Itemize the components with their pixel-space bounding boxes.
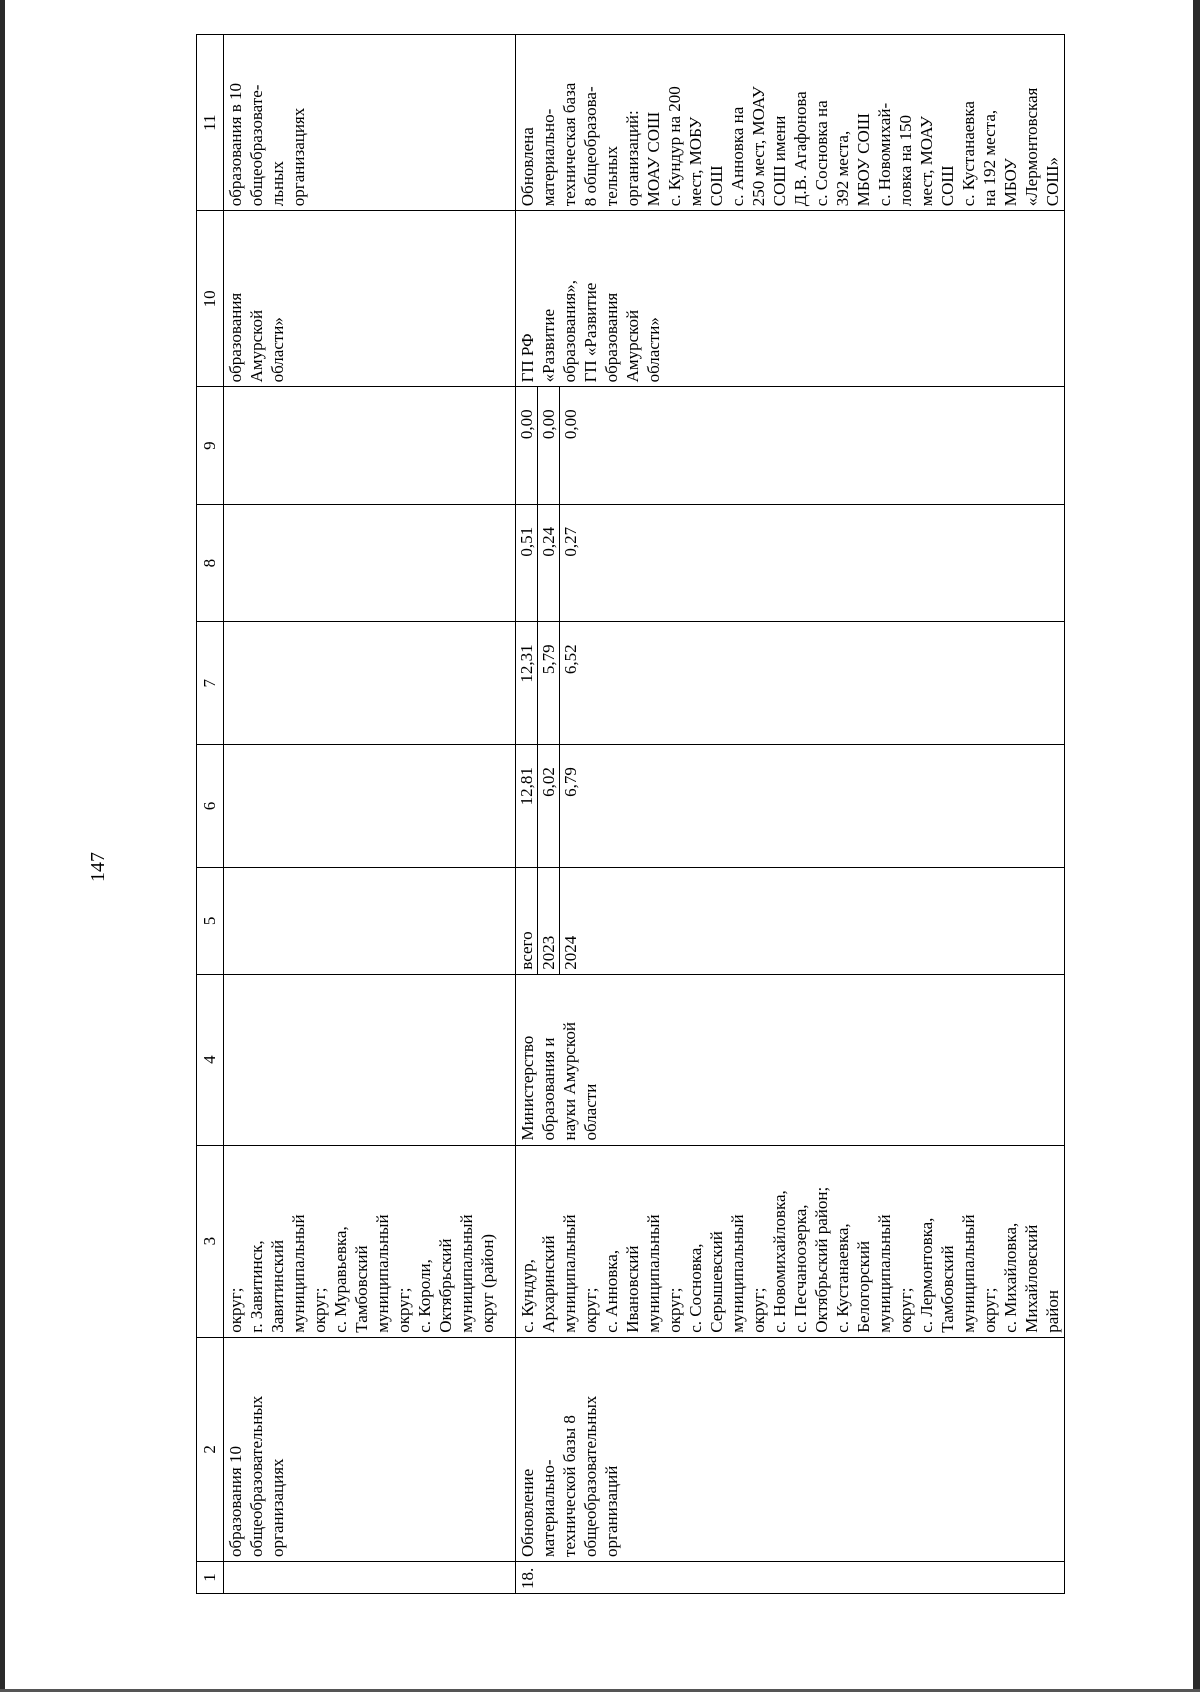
scan-edge-left xyxy=(0,0,5,1692)
value-col9-2024: 0,00 xyxy=(561,409,580,440)
header-col-5: 5 xyxy=(197,867,224,974)
year-2024: 2024 xyxy=(561,935,580,970)
header-col-1: 1 xyxy=(197,1561,224,1593)
scan-edge-right xyxy=(1193,0,1200,1692)
cell-locations: с. Кундур, Архаринский муниципальный округ; с. Анновка, Ивановский муниципальный округ; с. Сосновка, Серышевский муниципальный округ; с. Новомихайловка, с. Песчаноозерка, Октябрьский район; с. Кустанаевка, Белогорский муниципальный округ; с. Лермонтовка, Тамбовский муниципальный округ; с. Михайловка, Михайловский район xyxy=(516,1145,1065,1337)
header-row xyxy=(197,35,224,1594)
cell-col7 xyxy=(516,622,1065,745)
year-2023: 2023 xyxy=(538,868,560,974)
cell-col6 xyxy=(224,745,516,868)
header-col-4: 4 xyxy=(197,974,224,1145)
header-col-7: 7 xyxy=(197,622,224,745)
header-col-6: 6 xyxy=(197,745,224,868)
cell-result: образования в 10 общеобразовате- льных организациях xyxy=(224,35,516,211)
header-col-11: 11 xyxy=(197,35,224,211)
header-col-2: 2 xyxy=(197,1337,224,1561)
year-total: всего xyxy=(516,868,538,974)
value-col6-total: 12,81 xyxy=(516,745,538,867)
header-col-3: 3 xyxy=(197,1145,224,1337)
value-col6-2023: 6,02 xyxy=(538,745,560,867)
value-col9-total: 0,00 xyxy=(516,387,538,503)
value-col8-total: 0,51 xyxy=(516,505,538,621)
cell-program: ГП РФ «Развитие образования», ГП «Развитие образования Амурской области» xyxy=(516,211,1065,387)
cell-col8 xyxy=(224,504,516,621)
cell-col6 xyxy=(516,745,1065,868)
cell-event-name: Обновление материально- технической базы 8 общеобразовательных организаций xyxy=(516,1337,1065,1561)
cell-col7 xyxy=(224,622,516,745)
value-col6-2024: 6,79 xyxy=(561,767,580,797)
value-col8-2023: 0,24 xyxy=(538,505,560,621)
cell-col8 xyxy=(516,504,1065,621)
cell-col9 xyxy=(516,387,1065,504)
cell-number xyxy=(224,1561,516,1593)
value-col7-total: 12,31 xyxy=(516,622,538,744)
rotated-table-container xyxy=(196,34,1116,1594)
cell-event-name: образования 10 общеобразовательных организациях xyxy=(224,1337,516,1561)
cell-result: Обновлена материально- техническая база 8 общеобразова- тельных организаций: МОАУ СОШ с. Кундур на 200 мест, МОБУ СОШ с. Анновка на 250 мест, МОАУ СОШ имени Д.В. Агафонова с. Сосновка на 392 места, МБОУ СОШ с. Новомихай- ловка на 150 мест, МОАУ СОШ с. Кустанаевка на 192 места, МБОУ «Лермонтовская СОШ» xyxy=(516,35,1065,211)
header-col-8: 8 xyxy=(197,504,224,621)
value-col9-2023: 0,00 xyxy=(538,387,560,503)
cell-number: 18. xyxy=(516,1561,1065,1593)
value-col8-2024: 0,27 xyxy=(561,526,580,557)
header-col-9: 9 xyxy=(197,387,224,504)
cell-program: образования Амурской области» xyxy=(224,211,516,387)
cell-locations: округ; г. Завитинск, Завитинский муниципальный округ; с. Муравьевка, Тамбовский муниципальный округ; с. Короли, Октябрьский муниципальный округ (район) xyxy=(224,1145,516,1337)
header-col-10: 10 xyxy=(197,211,224,387)
program-table xyxy=(196,34,1065,1594)
value-col7-2024: 6,52 xyxy=(561,644,580,675)
table-row-continuation xyxy=(224,35,516,1594)
page-number: 147 xyxy=(86,852,109,882)
table-row-18 xyxy=(516,35,1065,1594)
cell-responsible xyxy=(224,974,516,1145)
cell-responsible: Министерство образования и науки Амурской области xyxy=(516,974,1065,1145)
cell-years xyxy=(516,867,1065,974)
value-col7-2023: 5,79 xyxy=(538,622,560,744)
cell-col9 xyxy=(224,387,516,504)
cell-years xyxy=(224,867,516,974)
